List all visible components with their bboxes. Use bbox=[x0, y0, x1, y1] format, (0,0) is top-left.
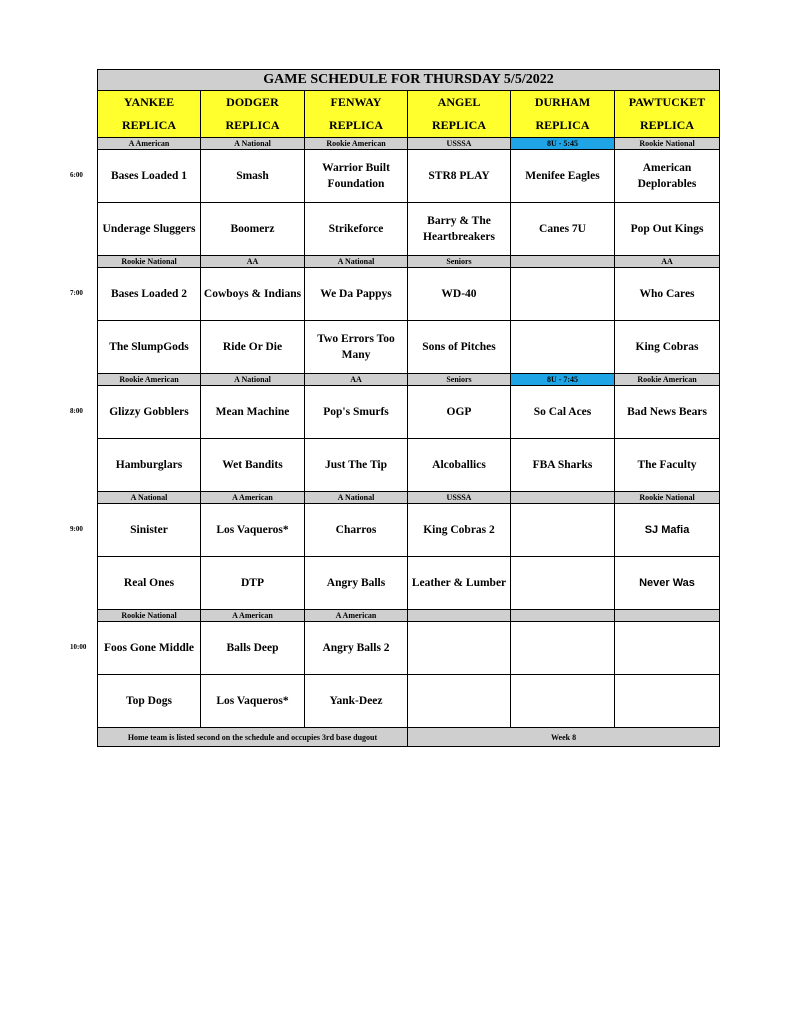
division-row bbox=[98, 138, 720, 150]
away-team bbox=[511, 622, 615, 675]
away-team bbox=[511, 268, 615, 321]
division-label: 8U - 7:45 bbox=[511, 374, 615, 386]
home-team: Barry & The Heartbreakers bbox=[408, 203, 511, 256]
away-team: So Cal Aces bbox=[511, 386, 615, 439]
park-name: YANKEE bbox=[123, 95, 175, 109]
away-team: WD-40 bbox=[408, 268, 511, 321]
home-team bbox=[511, 321, 615, 374]
park-subtitle: REPLICA bbox=[121, 118, 176, 132]
division-label: Seniors bbox=[408, 374, 511, 386]
away-team: Who Cares bbox=[615, 268, 720, 321]
home-team: Pop Out Kings bbox=[615, 203, 720, 256]
away-team-row bbox=[98, 622, 720, 675]
home-team-row bbox=[98, 675, 720, 728]
time-slot-label: 8:00 bbox=[70, 407, 83, 415]
division-label: Rookie American bbox=[615, 374, 720, 386]
division-label bbox=[511, 256, 615, 268]
division-label: A National bbox=[305, 256, 408, 268]
away-team: Charros bbox=[305, 504, 408, 557]
away-team: Menifee Eagles bbox=[511, 150, 615, 203]
home-team: DTP bbox=[201, 557, 305, 610]
home-team: Hamburglars bbox=[98, 439, 201, 492]
park-name: FENWAY bbox=[330, 95, 382, 109]
division-label: Rookie National bbox=[98, 256, 201, 268]
division-label: A American bbox=[305, 610, 408, 622]
away-team: Pop's Smurfs bbox=[305, 386, 408, 439]
home-team: The Faculty bbox=[615, 439, 720, 492]
away-team: Bases Loaded 1 bbox=[98, 150, 201, 203]
away-team bbox=[408, 622, 511, 675]
park-name: DODGER bbox=[226, 95, 279, 109]
away-team-row bbox=[98, 268, 720, 321]
home-team: Underage Sluggers bbox=[98, 203, 201, 256]
away-team: SJ Mafia bbox=[615, 504, 720, 557]
park-subtitle: REPLICA bbox=[328, 118, 383, 132]
division-label: AA bbox=[615, 256, 720, 268]
home-team bbox=[511, 675, 615, 728]
division-label: Rookie National bbox=[615, 138, 720, 150]
away-team: Foos Gone Middle bbox=[98, 622, 201, 675]
park-header-row bbox=[98, 91, 720, 138]
away-team: Sinister bbox=[98, 504, 201, 557]
home-team-row bbox=[98, 321, 720, 374]
division-label: Seniors bbox=[408, 256, 511, 268]
park-header bbox=[305, 91, 408, 138]
division-label bbox=[408, 610, 511, 622]
home-team: King Cobras bbox=[615, 321, 720, 374]
home-team: Sons of Pitches bbox=[408, 321, 511, 374]
division-label bbox=[511, 492, 615, 504]
park-subtitle: REPLICA bbox=[431, 118, 486, 132]
home-team: Alcoballics bbox=[408, 439, 511, 492]
home-team-note: Home team is listed second on the schedule and occupies 3rd base dugout bbox=[98, 728, 408, 747]
away-team-row bbox=[98, 386, 720, 439]
home-team: Boomerz bbox=[201, 203, 305, 256]
division-label: Rookie National bbox=[98, 610, 201, 622]
park-subtitle: REPLICA bbox=[535, 118, 590, 132]
division-label: AA bbox=[201, 256, 305, 268]
home-team-row bbox=[98, 203, 720, 256]
away-team: Cowboys & Indians bbox=[201, 268, 305, 321]
away-team: Bases Loaded 2 bbox=[98, 268, 201, 321]
week-label: Week 8 bbox=[408, 728, 720, 747]
home-team: The SlumpGods bbox=[98, 321, 201, 374]
division-label: Rookie National bbox=[615, 492, 720, 504]
away-team: OGP bbox=[408, 386, 511, 439]
home-team: Strikeforce bbox=[305, 203, 408, 256]
home-team: Wet Bandits bbox=[201, 439, 305, 492]
park-name: PAWTUCKET bbox=[628, 95, 706, 109]
division-row bbox=[98, 374, 720, 386]
away-team: Angry Balls 2 bbox=[305, 622, 408, 675]
home-team: Ride Or Die bbox=[201, 321, 305, 374]
home-team: Two Errors Too Many bbox=[305, 321, 408, 374]
park-name: ANGEL bbox=[437, 95, 481, 109]
division-label: Rookie American bbox=[98, 374, 201, 386]
time-slot-label: 9:00 bbox=[70, 525, 83, 533]
away-team: Bad News Bears bbox=[615, 386, 720, 439]
division-label: A American bbox=[201, 610, 305, 622]
away-team bbox=[511, 504, 615, 557]
home-team bbox=[615, 675, 720, 728]
park-header bbox=[615, 91, 720, 138]
away-team: King Cobras 2 bbox=[408, 504, 511, 557]
home-team-row bbox=[98, 439, 720, 492]
away-team: Glizzy Gobblers bbox=[98, 386, 201, 439]
away-team: Warrior Built Foundation bbox=[305, 150, 408, 203]
division-row bbox=[98, 610, 720, 622]
home-team: Top Dogs bbox=[98, 675, 201, 728]
division-label: A National bbox=[201, 374, 305, 386]
home-team bbox=[511, 557, 615, 610]
division-label: A American bbox=[201, 492, 305, 504]
park-subtitle: REPLICA bbox=[640, 118, 695, 132]
division-label: A National bbox=[305, 492, 408, 504]
division-label bbox=[511, 610, 615, 622]
schedule-table bbox=[97, 69, 720, 747]
division-label: AA bbox=[305, 374, 408, 386]
home-team bbox=[408, 675, 511, 728]
division-label: USSSA bbox=[408, 492, 511, 504]
park-name: DURHAM bbox=[534, 95, 591, 109]
home-team: FBA Sharks bbox=[511, 439, 615, 492]
home-team: Los Vaqueros* bbox=[201, 675, 305, 728]
away-team: Balls Deep bbox=[201, 622, 305, 675]
division-label bbox=[615, 610, 720, 622]
park-header bbox=[201, 91, 305, 138]
division-label: 8U - 5:45 bbox=[511, 138, 615, 150]
division-row bbox=[98, 492, 720, 504]
home-team: Just The Tip bbox=[305, 439, 408, 492]
away-team: Los Vaqueros* bbox=[201, 504, 305, 557]
home-team: Yank-Deez bbox=[305, 675, 408, 728]
home-team: Never Was bbox=[615, 557, 720, 610]
division-label: A National bbox=[98, 492, 201, 504]
away-team: Mean Machine bbox=[201, 386, 305, 439]
schedule-title: GAME SCHEDULE FOR THURSDAY 5/5/2022 bbox=[98, 70, 720, 91]
time-slot-label: 10:00 bbox=[70, 643, 87, 651]
away-team: American Deplorables bbox=[615, 150, 720, 203]
away-team bbox=[615, 622, 720, 675]
home-team: Angry Balls bbox=[305, 557, 408, 610]
away-team-row bbox=[98, 504, 720, 557]
away-team: We Da Pappys bbox=[305, 268, 408, 321]
park-subtitle: REPLICA bbox=[225, 118, 280, 132]
home-team: Leather & Lumber bbox=[408, 557, 511, 610]
home-team-row bbox=[98, 557, 720, 610]
division-label: A American bbox=[98, 138, 201, 150]
away-team: STR8 PLAY bbox=[408, 150, 511, 203]
division-label: Rookie American bbox=[305, 138, 408, 150]
park-header bbox=[408, 91, 511, 138]
division-label: A National bbox=[201, 138, 305, 150]
division-label: USSSA bbox=[408, 138, 511, 150]
away-team: Smash bbox=[201, 150, 305, 203]
home-team: Canes 7U bbox=[511, 203, 615, 256]
time-slot-label: 6:00 bbox=[70, 171, 83, 179]
footer-row bbox=[98, 728, 720, 747]
home-team: Real Ones bbox=[98, 557, 201, 610]
away-team-row bbox=[98, 150, 720, 203]
park-header bbox=[98, 91, 201, 138]
park-header bbox=[511, 91, 615, 138]
time-slot-label: 7:00 bbox=[70, 289, 83, 297]
division-row bbox=[98, 256, 720, 268]
